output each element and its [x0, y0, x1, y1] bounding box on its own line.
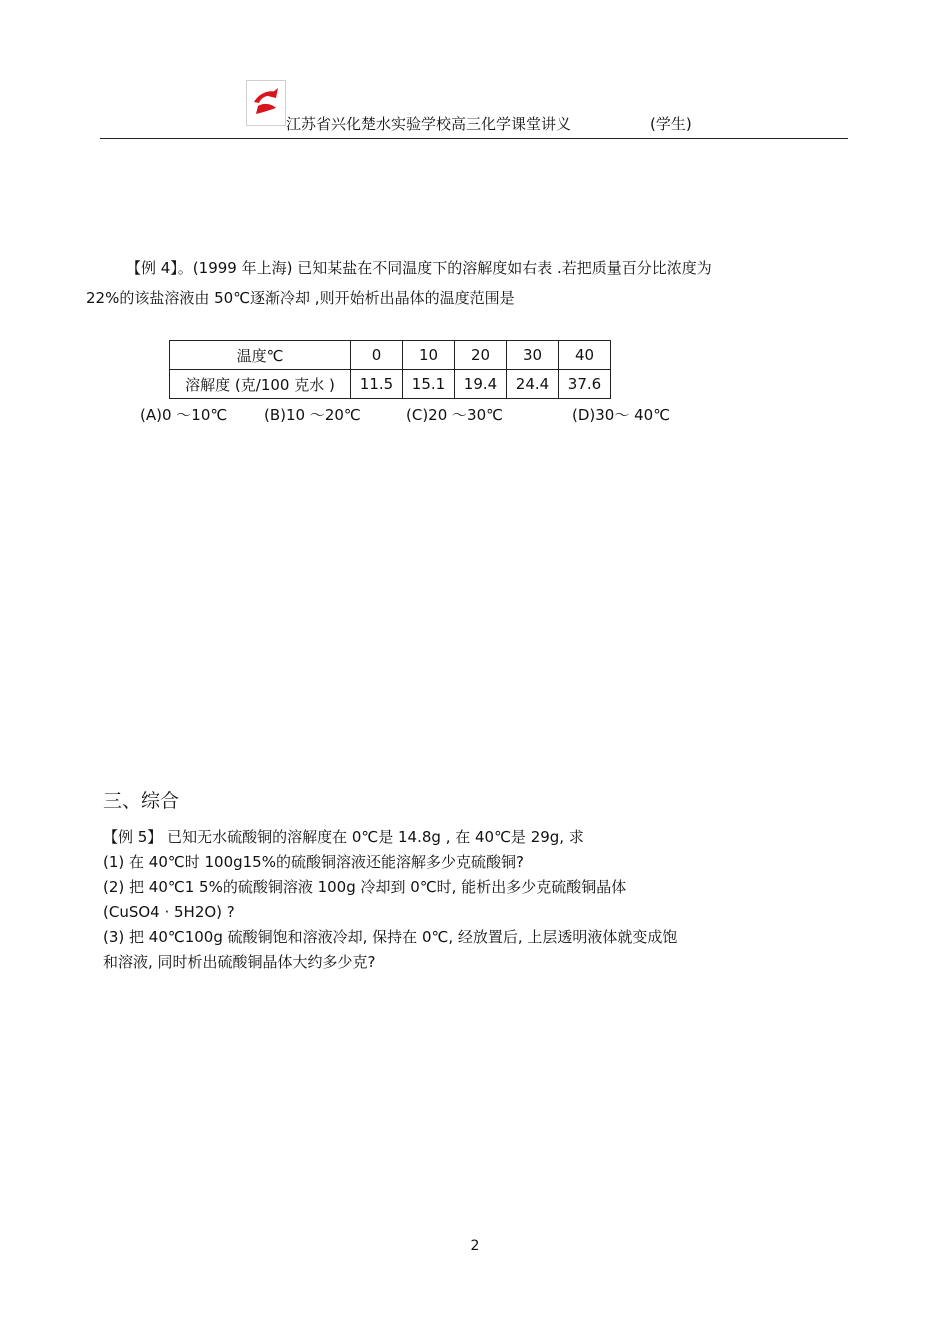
section-title: 三、综合 — [103, 790, 180, 812]
table-row — [170, 370, 611, 399]
table-cell: 40 — [559, 341, 611, 370]
example4-line1: 【例 4】。(1999 年上海) 已知某盐在不同温度下的溶解度如右表 .若把质量百分比浓度为 — [126, 259, 712, 277]
page-number: 2 — [470, 1238, 480, 1254]
school-logo — [246, 80, 286, 126]
example5-q2-line2: (CuSO4 · 5H2O) ? — [103, 903, 235, 921]
example5-q1: (1) 在 40℃时 100g15%的硫酸铜溶液还能溶解多少克硫酸铜? — [103, 853, 524, 871]
option-b: (B)10 ～20℃ — [264, 406, 361, 424]
table-cell: 温度℃ — [170, 341, 351, 370]
example5-q3-line1: (3) 把 40℃100g 硫酸铜饱和溶液冷却, 保持在 0℃, 经放置后, 上层透明液体就变成饱 — [103, 928, 678, 946]
table-cell: 30 — [507, 341, 559, 370]
option-c: (C)20 ～30℃ — [406, 406, 503, 424]
header-role: (学生) — [650, 115, 692, 133]
option-d: (D)30～ 40℃ — [572, 406, 671, 424]
table-cell: 19.4 — [455, 370, 507, 399]
option-a: (A)0 ～10℃ — [140, 406, 228, 424]
example5-line1: 【例 5】 已知无水硫酸铜的溶解度在 0℃是 14.8g , 在 40℃是 29g, 求 — [103, 828, 584, 846]
header-divider — [100, 138, 848, 139]
table-cell: 11.5 — [351, 370, 403, 399]
header-title: 江苏省兴化楚水实验学校高三化学课堂讲义 — [286, 115, 572, 133]
example5-q3-line2: 和溶液, 同时析出硫酸铜晶体大约多少克? — [103, 953, 376, 971]
table-cell: 10 — [403, 341, 455, 370]
table-cell: 0 — [351, 341, 403, 370]
table-cell: 24.4 — [507, 370, 559, 399]
table-row — [170, 341, 611, 370]
table-cell: 15.1 — [403, 370, 455, 399]
example4-line2: 22%的该盐溶液由 50℃逐渐冷却 ,则开始析出晶体的温度范围是 — [86, 289, 515, 307]
table-cell: 37.6 — [559, 370, 611, 399]
table-cell: 20 — [455, 341, 507, 370]
solubility-table — [169, 340, 611, 399]
table-cell: 溶解度 (克/100 克水 ) — [170, 370, 351, 399]
example5-q2-line1: (2) 把 40℃1 5%的硫酸铜溶液 100g 冷却到 0℃时, 能析出多少克硫酸铜晶体 — [103, 878, 627, 896]
